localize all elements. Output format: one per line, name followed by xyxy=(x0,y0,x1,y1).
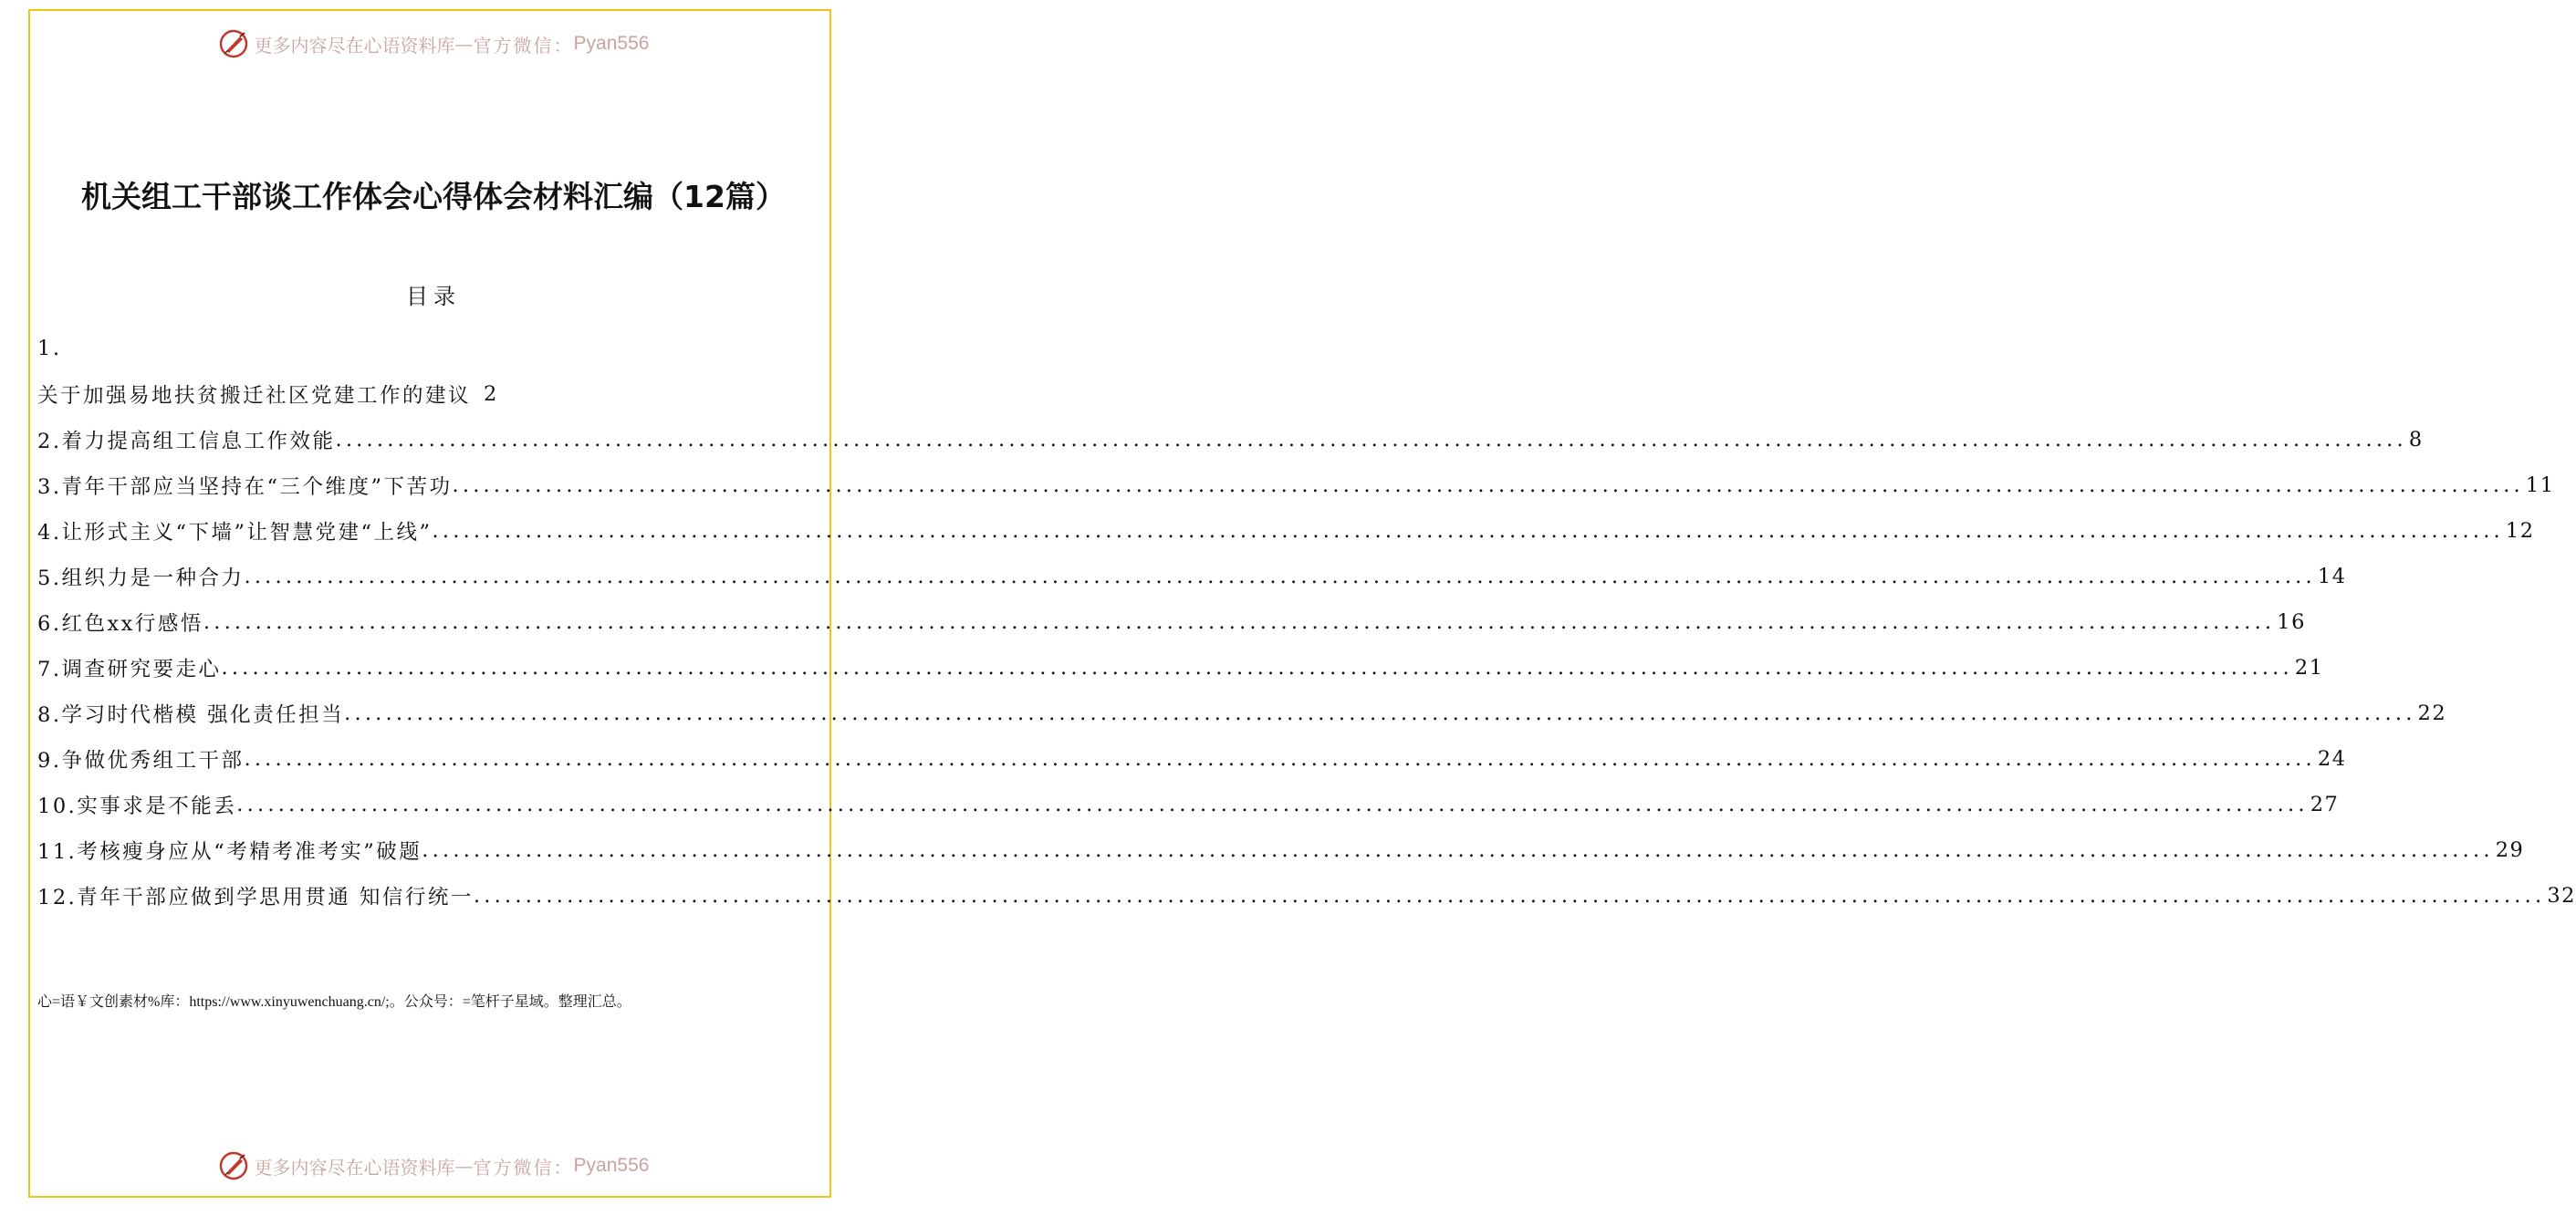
toc-item-title: 9.争做优秀组工干部 xyxy=(37,749,245,773)
banner-wechat-id: Pyan556 xyxy=(573,1155,650,1176)
banner-dash: — xyxy=(454,33,474,55)
toc-dot-leader: ........................................................................................................................................................................................................ xyxy=(221,656,2293,680)
toc-item[interactable] xyxy=(37,371,826,417)
toc-item-page: 29 xyxy=(2495,838,2525,862)
toc-dot-leader: ........................................................................................................................................................................................................ xyxy=(344,701,2416,725)
banner-dash: — xyxy=(454,1155,474,1177)
toc-item-title: 11.考核瘦身应从“考精考准考实”破题 xyxy=(37,840,422,864)
toc-item-title: 4.让形式主义“下墙”让智慧党建“上线” xyxy=(37,521,433,545)
toc-dot-leader: ........................................................................................................................................................................................................ xyxy=(244,565,2316,588)
document-title: 机关组工干部谈工作体会心得体会材料汇编（12篇） xyxy=(81,179,786,214)
footer-banner xyxy=(0,1148,867,1184)
toc-item-title: 1. xyxy=(37,337,62,360)
banner-wechat-label: 官方微信： xyxy=(473,34,574,57)
toc-dot-leader: ........................................................................................................................................................................................................ xyxy=(452,473,2524,497)
toc-dot-leader: ........................................................................................................................................................................................................ xyxy=(244,747,2316,771)
toc-item-page: 32 xyxy=(2547,884,2576,908)
header-banner xyxy=(0,26,867,62)
toc-dot-leader: ........................................................................................................................................................................................................ xyxy=(473,884,2546,908)
toc-item-page: 27 xyxy=(2310,793,2340,816)
toc-item-title: 8.学习时代楷模 强化责任担当 xyxy=(37,703,345,727)
toc-item-page: 24 xyxy=(2317,747,2347,771)
toc-item[interactable] xyxy=(37,645,2324,691)
toc-item[interactable] xyxy=(37,554,2347,599)
toc-dot-leader: ........................................................................................................................................................................................................ xyxy=(203,610,2276,634)
toc-dot-leader: ........................................................................................................................................................................................................ xyxy=(335,428,2407,452)
toc-item[interactable] xyxy=(37,691,2447,736)
quill-logo-icon xyxy=(218,1150,249,1181)
toc-item-title: 3.青年干部应当坚持在“三个维度”下苦功 xyxy=(37,475,453,499)
toc-item[interactable] xyxy=(37,508,2535,554)
toc-heading: 目录 xyxy=(406,284,461,309)
toc-item[interactable] xyxy=(37,736,2347,782)
banner-wechat-id: Pyan556 xyxy=(573,33,650,54)
banner-text: 更多内容尽在心语资料库 xyxy=(254,34,455,57)
toc-item-title: 关于加强易地扶贫搬迁社区党建工作的建议 xyxy=(37,384,472,408)
toc-item-title: 10.实事求是不能丢 xyxy=(37,795,237,818)
quill-logo-icon xyxy=(218,28,249,59)
toc-item-page: 11 xyxy=(2525,473,2555,497)
toc-item-title: 7.调查研究要走心 xyxy=(37,658,222,681)
toc-dot-leader: ........................................................................................................................................................................................................ xyxy=(422,838,2494,862)
source-note: 心=语￥文创素材%库：https://www.xinyuwenchuang.cn/;。公众号：=笔杆子星域。整理汇总。 xyxy=(37,994,631,1010)
toc-item-title: 6.红色xx行感悟 xyxy=(37,612,203,636)
toc-item[interactable] xyxy=(37,599,2306,645)
toc-item-page: 12 xyxy=(2505,519,2535,543)
toc-dot-leader: ........................................................................................................................................................................................................ xyxy=(236,793,2309,816)
toc-item-page: 16 xyxy=(2277,610,2306,634)
toc-item-title: 2.着力提高组工信息工作效能 xyxy=(37,430,336,453)
toc-item[interactable] xyxy=(37,827,2525,873)
toc-item-title: 5.组织力是一种合力 xyxy=(37,566,245,590)
toc-item-page: 2 xyxy=(484,382,498,406)
table-of-contents xyxy=(37,326,2576,919)
toc-item[interactable] xyxy=(37,417,2424,462)
toc-item-title: 12.青年干部应做到学思用贯通 知信行统一 xyxy=(37,886,474,909)
toc-dot-leader: ........................................................................................................................................................................................................ xyxy=(432,519,2504,543)
toc-item[interactable] xyxy=(37,462,2555,508)
banner-text: 更多内容尽在心语资料库 xyxy=(254,1156,455,1179)
toc-item-page: 14 xyxy=(2317,565,2347,588)
toc-item[interactable] xyxy=(37,873,2576,919)
toc-item[interactable] xyxy=(37,782,2340,827)
banner-wechat-label: 官方微信： xyxy=(473,1156,574,1179)
toc-item-page: 22 xyxy=(2417,701,2447,725)
toc-item[interactable] xyxy=(37,326,826,371)
toc-item-page: 8 xyxy=(2408,428,2424,452)
toc-item-page: 21 xyxy=(2294,656,2324,680)
